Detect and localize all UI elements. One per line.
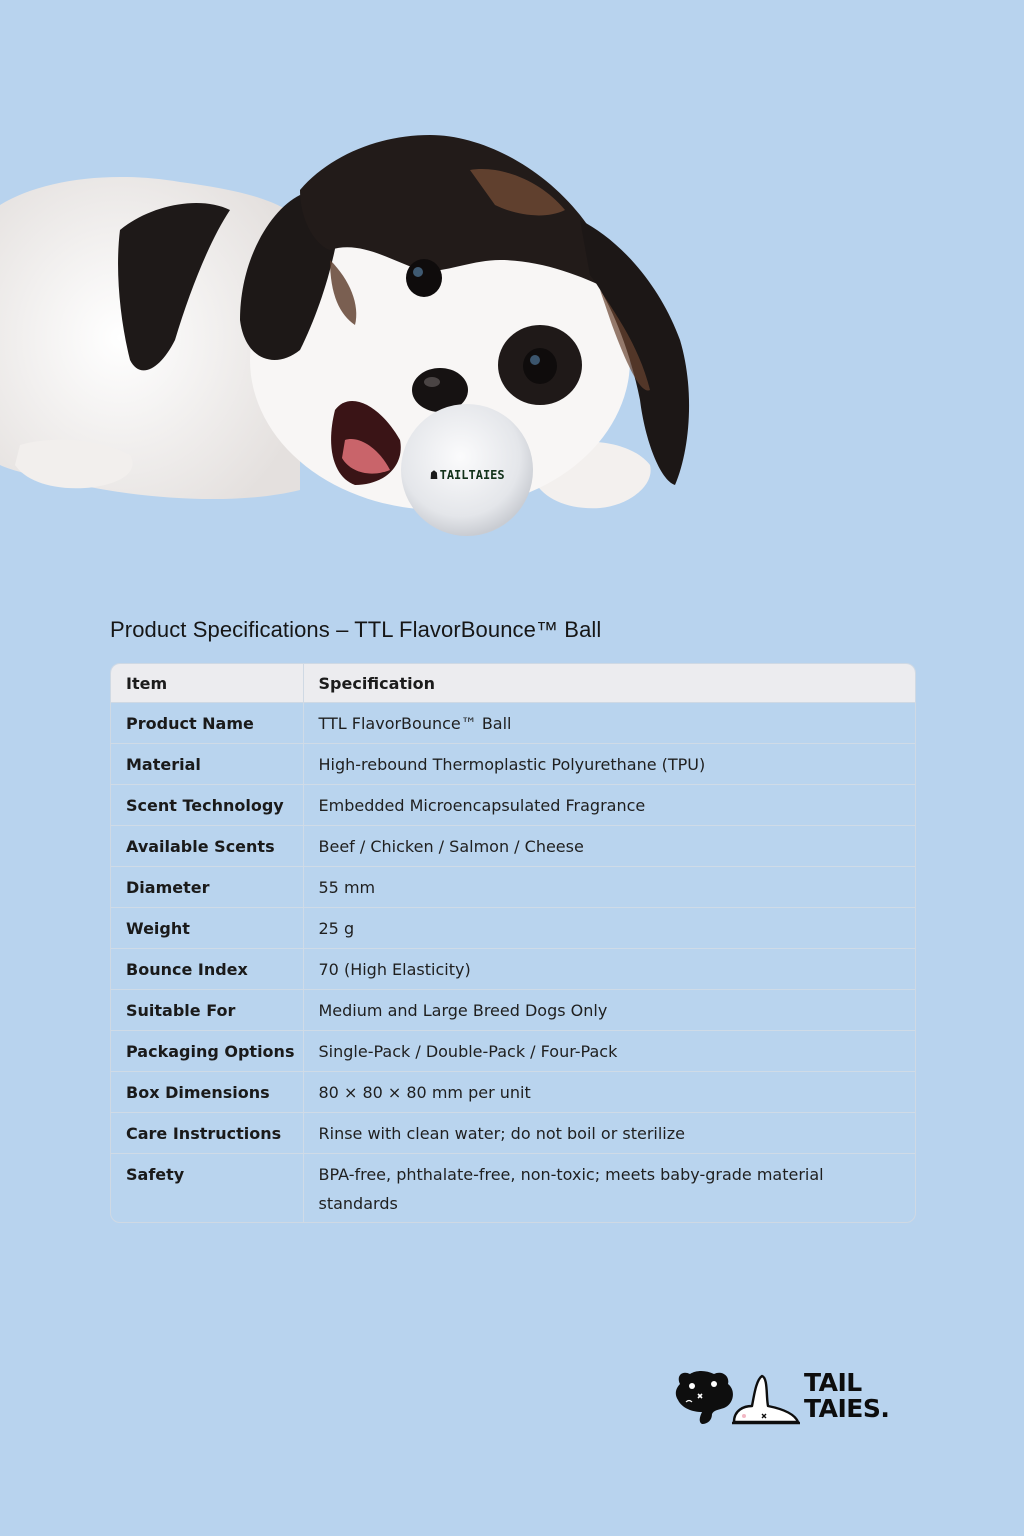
table-row [111,744,915,785]
row-value: 80 × 80 × 80 mm per unit [303,1072,915,1113]
row-value: Rinse with clean water; do not boil or sterilize [303,1113,915,1154]
table-row [111,990,915,1031]
spec-title: Product Specifications – TTL FlavorBounce™ Ball [110,617,602,642]
brand-logo [674,1366,914,1430]
table-row [111,867,915,908]
row-value: BPA-free, phthalate-free, non-toxic; meets baby-grade material standards [318,1165,824,1213]
row-item: Weight [111,908,303,949]
table-row [111,1154,915,1223]
header-specification: Specification [303,664,915,703]
row-value: Single-Pack / Double-Pack / Four-Pack [303,1031,915,1072]
table-row [111,949,915,990]
row-item: Safety [111,1154,303,1223]
row-item: Product Name [111,703,303,744]
puppy-with-ball-icon [0,110,720,550]
row-item: Bounce Index [111,949,303,990]
row-value: 25 g [303,908,915,949]
row-item: Suitable For [111,990,303,1031]
brand-wordmark [804,1370,889,1422]
ball-logo-icon: ☗ [430,468,438,482]
row-value: Embedded Microencapsulated Fragrance [303,785,915,826]
row-item: Care Instructions [111,1113,303,1154]
row-item: Material [111,744,303,785]
table-header-row [111,664,915,703]
table-row [111,785,915,826]
row-value: High-rebound Thermoplastic Polyurethane (TPU) [303,744,915,785]
row-value: 70 (High Elasticity) [303,949,915,990]
table-row [111,1113,915,1154]
row-item: Available Scents [111,826,303,867]
hero-image [0,110,720,550]
row-value: Beef / Chicken / Salmon / Cheese [303,826,915,867]
header-item: Item [111,664,303,703]
spec-table-grid [111,664,915,1222]
tailtaies-logo-icon [674,1366,804,1430]
row-item: Box Dimensions [111,1072,303,1113]
row-item: Diameter [111,867,303,908]
table-row [111,1072,915,1113]
row-value: TTL FlavorBounce™ Ball [303,703,915,744]
ball-logo-text: ☗ TAILTAIES [430,468,505,482]
table-row [111,1031,915,1072]
row-value: 55 mm [303,867,915,908]
row-item: Scent Technology [111,785,303,826]
table-row [111,908,915,949]
spec-table [110,663,916,1223]
brand-line-2: TAIES. [804,1394,890,1423]
row-value: Medium and Large Breed Dogs Only [303,990,915,1031]
brand-line-1: TAIL [804,1368,862,1397]
table-row [111,826,915,867]
row-item: Packaging Options [111,1031,303,1072]
table-row [111,703,915,744]
